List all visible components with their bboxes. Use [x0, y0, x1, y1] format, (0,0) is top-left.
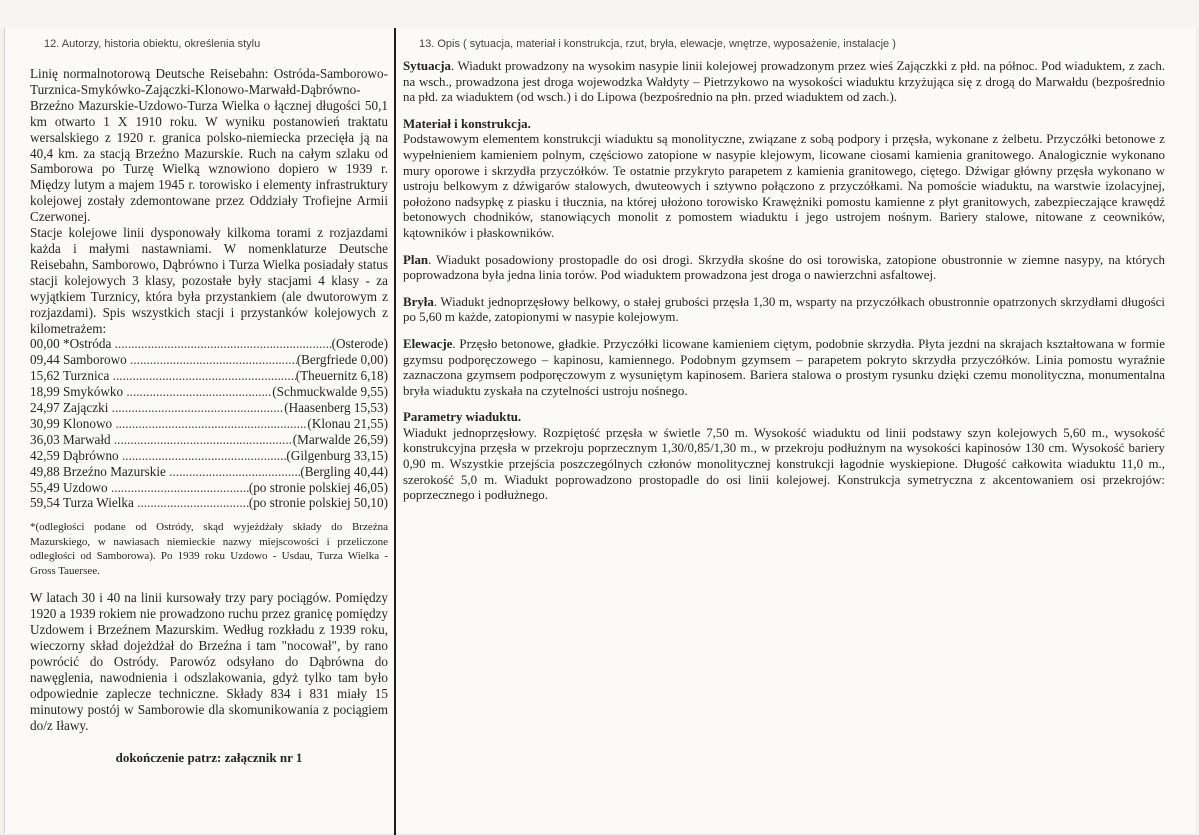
station-km: 42,59: [30, 447, 60, 463]
station-footnote: *(odległości podane od Ostródy, skąd wyjeżdżały składy do Brzeźna Mazurskiego, w nawiasach niemieckie nazwy miejscowości i przeliczone odległości od Samborowa). Po 1939 roku Uzdowo - Usdau, Turza Wielka - Gross Tauersee.: [30, 521, 388, 577]
material-section: [403, 117, 1165, 242]
station-row: [30, 400, 388, 416]
leader-dots: [126, 384, 272, 400]
station-km: 18,99: [30, 384, 60, 400]
station-row: [30, 336, 388, 352]
material-text: Podstawowym elementem konstrukcji wiaduktu są monolityczne, związane z sobą podpory i przęsła, wykonane z żelbetu. Przyczółki betonowe z wypełnieniem kamieniem polnym, częściowo zatopione w nasypie klejowym, licowane ciosami kamienia granitowego. Analogicznie wykonano mury oporowe i skrzydła przyczółków. Te ostatnie przykryto parapetem z kamienia granitowego, ciętego. Dźwigar główny przęsła wykonano w ustroju belkowym z dźwigarów stalowych, dwuteowych i sztywno połączono z przyczółkami. Na pomoście wiaduktu, na warstwie izolacyjnej, położono nadsypkę z piasku i tłucznia, na której ułożono torowisko Krawężniki pomostu kamienne z płyt granitowych, zabezpieczające krawędź betonowych chodników, stanowiących monolit z pomostem wiaduktu i jego ustrojem nośnym. Bariery stalowe, nitowane z ceowników, kątowników i płaskowników.: [403, 132, 1165, 240]
leader-dots: [122, 448, 286, 464]
elewacje-text: . Przęsło betonowe, gładkie. Przyczółki licowane kamieniem ciętym, podobnie skrzydła. Płyta jezdni na skrajach kształtowana w formie gzymsu podporęczowego – kapinosu, kamiennego. Podobnym gzymsem – parapetem pokryto skrzydła przyczółków. Linia pomostu wyraźnie zaznaczona gzymsem podporęczowym z wysuniętym kapinosem. Bariera stalowa o prostym rysunku dzięki czemu monolityczna, monumentalna bryła wiaduktu zyskała na czytelności ustroju nośnego.: [403, 336, 1165, 398]
leader-dots: [115, 416, 307, 432]
station-name: *Ostróda: [62, 336, 112, 352]
station-row: [30, 368, 388, 384]
station-german-name: (Schmuckwalde 9,55): [272, 384, 388, 400]
history-paragraph-2: Stacje kolejowe linii dysponowały kilkoma torami z rozjazdami każda i małymi nastawniami. W nomenklaturze Deutsche Reisebahn, Samborowo, Dąbrówno i Turza Wielka posiadały status stacji kolejowych 3 klasy, pozostałe były stacjami 4 klasy - za wyjątkiem Turznicy, która była przystankiem (ale dwutorowym z rozjazdami). Spis wszystkich stacji i przystanków kolejowych z kilometrażem:: [30, 225, 388, 336]
station-german-name: (Gilgenburg 33,15): [286, 447, 388, 463]
station-name: Smykówko: [62, 384, 124, 400]
leader-dots: [113, 368, 296, 384]
leader-dots: [111, 480, 249, 496]
parametry-text: Wiadukt jednoprzęsłowy. Rozpiętość przęsła w świetle 7,50 m. Wysokość wiaduktu od linii podstawy szyn kolejowych 5,60 m., wysokość konstrukcyjna przęsła w przekroju poprzecznym 1,30/0,85/1,30 m., w przekroju podłużnym na wysokości kapinosów 130 cm. Wysokość bariery 0,90 m. Wszystkie przejścia poszczególnych członów monolitycznej konstrukcji łagodnie wyskiepione. Długość całkowita wiaduktu 11,0 m., szerokość 5,0 m. Wiadukt poprowadzono prostopadle do osi linii kolejowej. Konstrukcja symetryczna z akcentowaniem osi przekrojów: poprzecznego i podłużnego.: [403, 425, 1165, 503]
station-km: 55,49: [30, 479, 60, 495]
station-km: 49,88: [30, 463, 60, 479]
station-row: [30, 448, 388, 464]
leader-dots: [115, 336, 332, 352]
station-german-name: (Bergfriede 0,00): [296, 352, 388, 368]
station-name: Zajączki: [62, 400, 109, 416]
right-column: [403, 38, 1165, 515]
section-12-heading: 12. Autorzy, historia obiektu, określenia stylu: [44, 38, 261, 50]
station-german-name: (Klonau 21,55): [307, 415, 388, 431]
station-km: 30,99: [30, 415, 60, 431]
section-13-heading: 13. Opis ( sytuacja, materiał i konstrukcja, rzut, bryła, elewacje, wnętrze, wyposażenie, instalacje ): [419, 38, 896, 50]
continuation-note: dokończenie patrz: załącznik nr 1: [115, 749, 303, 765]
station-km: 24,97: [30, 400, 60, 416]
station-row: [30, 384, 388, 400]
station-row: [30, 464, 388, 480]
station-name: Klonowo: [62, 415, 113, 431]
station-german-name: (Marwalde 26,59): [292, 431, 388, 447]
station-name: Brzeźno Mazurskie: [62, 463, 166, 479]
station-name: Marwałd: [62, 431, 111, 447]
bryla-section: [403, 295, 1165, 326]
station-row: [30, 352, 388, 368]
elewacje-label: Elewacje: [403, 336, 453, 351]
station-german-name: (Bergling 40,44): [300, 463, 388, 479]
elewacje-section: [403, 337, 1165, 399]
station-km: 09,44: [30, 352, 60, 368]
bryla-label: Bryła: [403, 294, 434, 309]
left-column: [30, 38, 388, 766]
plan-label: Plan: [403, 252, 429, 267]
column-divider: [394, 28, 396, 835]
scan-top-edge: [0, 0, 1199, 28]
station-row: [30, 495, 388, 511]
sytuacja-label: Sytuacja: [403, 59, 451, 73]
history-paragraph-1: Linię normalnotorową Deutsche Reisebahn: Ostróda-Samborowo-Turznica-Smykówko-Zajączki-Klonowo-Marwałd-Dąbrówno-Brzeźno Mazurskie-Uzdowo-Turza Wielka o łącznej długości 50,1 km otwarto 1 X 1910 roku. W wyniku postanowień traktatu wersalskiego z 1920 r. granica polsko-niemiecka przecięła ją na 40,4 km. za stacją Brzeźno Mazurskie. Ruch na całym szlaku od Samborowa po Turzę Wielką wznowiono dopiero w 1939 r. Między lutym a majem 1945 r. torowisko i elementy infrastruktury kolejowej zostały zdemontowane przez Oddziały Trofiejne Armii Czerwonej.: [30, 66, 388, 225]
station-german-name: (po stronie polskiej 46,05): [248, 479, 388, 495]
leader-dots: [130, 352, 297, 368]
station-name: Turza Wielka: [62, 495, 134, 511]
station-km: 15,62: [30, 368, 60, 384]
station-german-name: (Theuernitz 6,18): [295, 368, 388, 384]
leader-dots: [114, 432, 293, 448]
leader-dots: [137, 495, 249, 511]
plan-section: [403, 253, 1165, 284]
material-label: Materiał i konstrukcja.: [403, 116, 531, 131]
sytuacja-text: . Wiadukt prowadzony na wysokim nasypie linii kolejowej prowadzonym przez wieś Zajączkki z płd. na północ. Pod wiaduktem, z zach. na wsch., prowadzona jest droga wojewodzka Wałdyty – Pietrzykowo na wysokości wiaduktu krzyżująca się z drogą do Marwałdu (bezpośrednio na płd. za wiaduktem (od wsch.) i do Lipowa (bezpośrednio na płn. przed wiaduktem od zach.).: [403, 59, 1165, 105]
station-row: [30, 480, 388, 496]
station-name: Samborowo: [62, 352, 127, 368]
bryla-text: . Wiadukt jednoprzęsłowy belkowy, o stałej grubości przęsła 1,30 m, wsparty na przyczółkach obustronnie opatrzonych skrzydłami długości po 5,60 m każde, zatopionymi w nasypie kolejowym.: [403, 294, 1165, 325]
station-km: 59,54: [30, 495, 60, 511]
leader-dots: [112, 400, 285, 416]
history-paragraph-3: W latach 30 i 40 na linii kursowały trzy pary pociągów. Pomiędzy 1920 a 1939 rokiem nie prowadzono ruchu przez granicę pomiędzy Uzdowem i Brzeźnem Mazurskim. Według rozkładu z 1939 roku, wieczorny skład dojeżdżał do Brzeźna i tam "nocował", by rano powrócić do Ostródy. Parowóz odsyłano do Dąbrówna do nawęglenia, nawodnienia i odszlakowania, gdyż tylko tam było odpowiednie zaplecze techniczne. Składy 834 i 831 miały 15 minutowy postój w Samborowie dla skomunikowania z pociągiem do/z Iławy.: [30, 590, 388, 733]
station-name: Dąbrówno: [62, 447, 119, 463]
parametry-label: Parametry wiaduktu.: [403, 410, 522, 425]
station-km: 00,00: [30, 336, 60, 352]
parametry-section: [403, 410, 1165, 504]
station-name: Turznica: [62, 368, 110, 384]
station-german-name: (po stronie polskiej 50,10): [248, 495, 388, 511]
sytuacja-section: [403, 59, 1165, 106]
leader-dots: [169, 464, 300, 480]
station-km: 36,03: [30, 431, 60, 447]
station-row: [30, 416, 388, 432]
station-german-name: (Osterode): [331, 336, 388, 352]
station-name: Uzdowo: [62, 479, 108, 495]
station-row: [30, 432, 388, 448]
plan-text: . Wiadukt posadowiony prostopadle do osi drogi. Skrzydła skośne do osi torowiska, zatopione obustronnie w ziemne nasypy, na których poprowadzona była jedna linia torów. Pod wiaduktem prowadzona jest droga o nawierzchni asfaltowej.: [403, 252, 1165, 283]
station-list: [30, 336, 388, 511]
station-german-name: (Haasenberg 15,53): [284, 400, 388, 416]
